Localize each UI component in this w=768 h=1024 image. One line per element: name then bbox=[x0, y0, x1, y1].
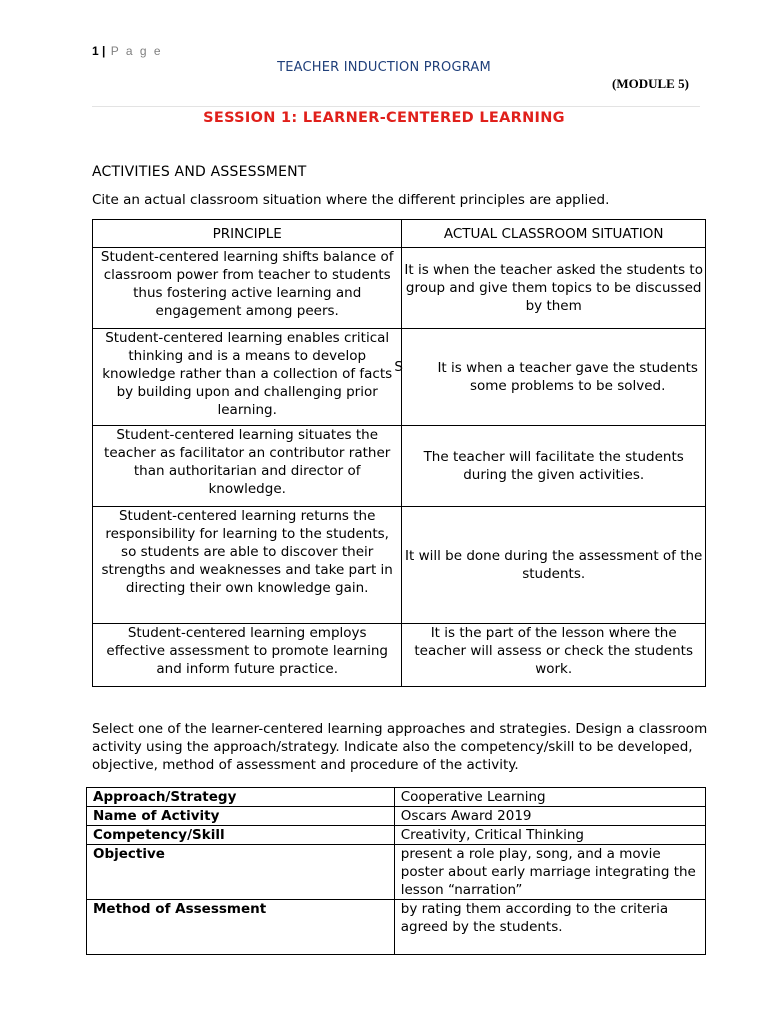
module-label: (MODULE 5) bbox=[612, 76, 689, 91]
row-label: Name of Activity bbox=[87, 807, 395, 826]
page-word: P a g e bbox=[110, 44, 163, 58]
row-label: Objective bbox=[87, 845, 395, 900]
situation-text: It is when a teacher gave the students some problems to be solved. bbox=[437, 360, 698, 394]
column-header-principle: PRINCIPLE bbox=[93, 220, 402, 248]
session-title: SESSION 1: LEARNER-CENTERED LEARNING bbox=[203, 110, 565, 126]
table-header-row bbox=[93, 220, 706, 248]
table-row bbox=[93, 248, 706, 329]
situation-cell bbox=[394, 329, 706, 426]
situation-cell: It is the part of the lesson where the teacher will assess or check the students work. bbox=[402, 624, 706, 687]
principle-cell: Student-centered learning shifts balance of classroom power from teacher to students thus fostering active learning and engagement among peers. bbox=[93, 248, 402, 329]
page-number-value: 1 bbox=[92, 44, 99, 58]
activity-design-table bbox=[86, 787, 706, 955]
table-row bbox=[87, 826, 706, 845]
principle-cell: Student-centered learning employs effective assessment to promote learning and inform future practice. bbox=[93, 624, 402, 687]
row-value: present a role play, song, and a movie poster about early marriage integrating the lesson “narration” bbox=[394, 845, 705, 900]
header-divider bbox=[92, 106, 700, 107]
row-value: Creativity, Critical Thinking bbox=[394, 826, 705, 845]
situation-cell: It will be done during the assessment of the students. bbox=[402, 507, 706, 624]
principles-table bbox=[92, 219, 706, 687]
row-label: Competency/Skill bbox=[87, 826, 395, 845]
table-row bbox=[87, 807, 706, 826]
stray-character: S bbox=[394, 359, 403, 375]
principle-cell: Student-centered learning returns the responsibility for learning to the students, so students are able to discover their strengths and weaknesses and take part in directing their own knowledge gain. bbox=[93, 507, 402, 624]
row-value: Cooperative Learning bbox=[394, 788, 705, 807]
instruction-text: Cite an actual classroom situation where the different principles are applied. bbox=[92, 192, 610, 208]
activity-instruction: Select one of the learner-centered learning approaches and strategies. Design a classroom activity using the approach/strategy. Indicate also the competency/skill to be developed, objective, method of assessment and procedure of the activity. bbox=[92, 721, 708, 773]
table-row bbox=[93, 507, 706, 624]
column-header-situation: ACTUAL CLASSROOM SITUATION bbox=[402, 220, 706, 248]
row-label: Approach/Strategy bbox=[87, 788, 395, 807]
table-row bbox=[87, 900, 706, 955]
row-label: Method of Assessment bbox=[87, 900, 395, 955]
table-row bbox=[93, 426, 706, 507]
table-row bbox=[93, 329, 706, 426]
page-separator: | bbox=[102, 44, 106, 58]
row-value: by rating them according to the criteria agreed by the students. bbox=[394, 900, 705, 955]
section-heading: ACTIVITIES AND ASSESSMENT bbox=[92, 164, 307, 180]
program-title: TEACHER INDUCTION PROGRAM bbox=[277, 60, 491, 75]
principle-cell: Student-centered learning enables critical thinking and is a means to develop knowledge rather than a collection of facts by building upon and challenging prior learning. bbox=[93, 329, 402, 426]
page-number bbox=[92, 44, 163, 58]
table-row bbox=[87, 788, 706, 807]
table-row bbox=[87, 845, 706, 900]
table-row bbox=[93, 624, 706, 687]
principle-cell: Student-centered learning situates the teacher as facilitator an contributor rather than authoritarian and director of knowledge. bbox=[93, 426, 402, 507]
situation-cell: The teacher will facilitate the students during the given activities. bbox=[402, 426, 706, 507]
row-value: Oscars Award 2019 bbox=[394, 807, 705, 826]
situation-cell: It is when the teacher asked the students to group and give them topics to be discussed by them bbox=[402, 248, 706, 329]
